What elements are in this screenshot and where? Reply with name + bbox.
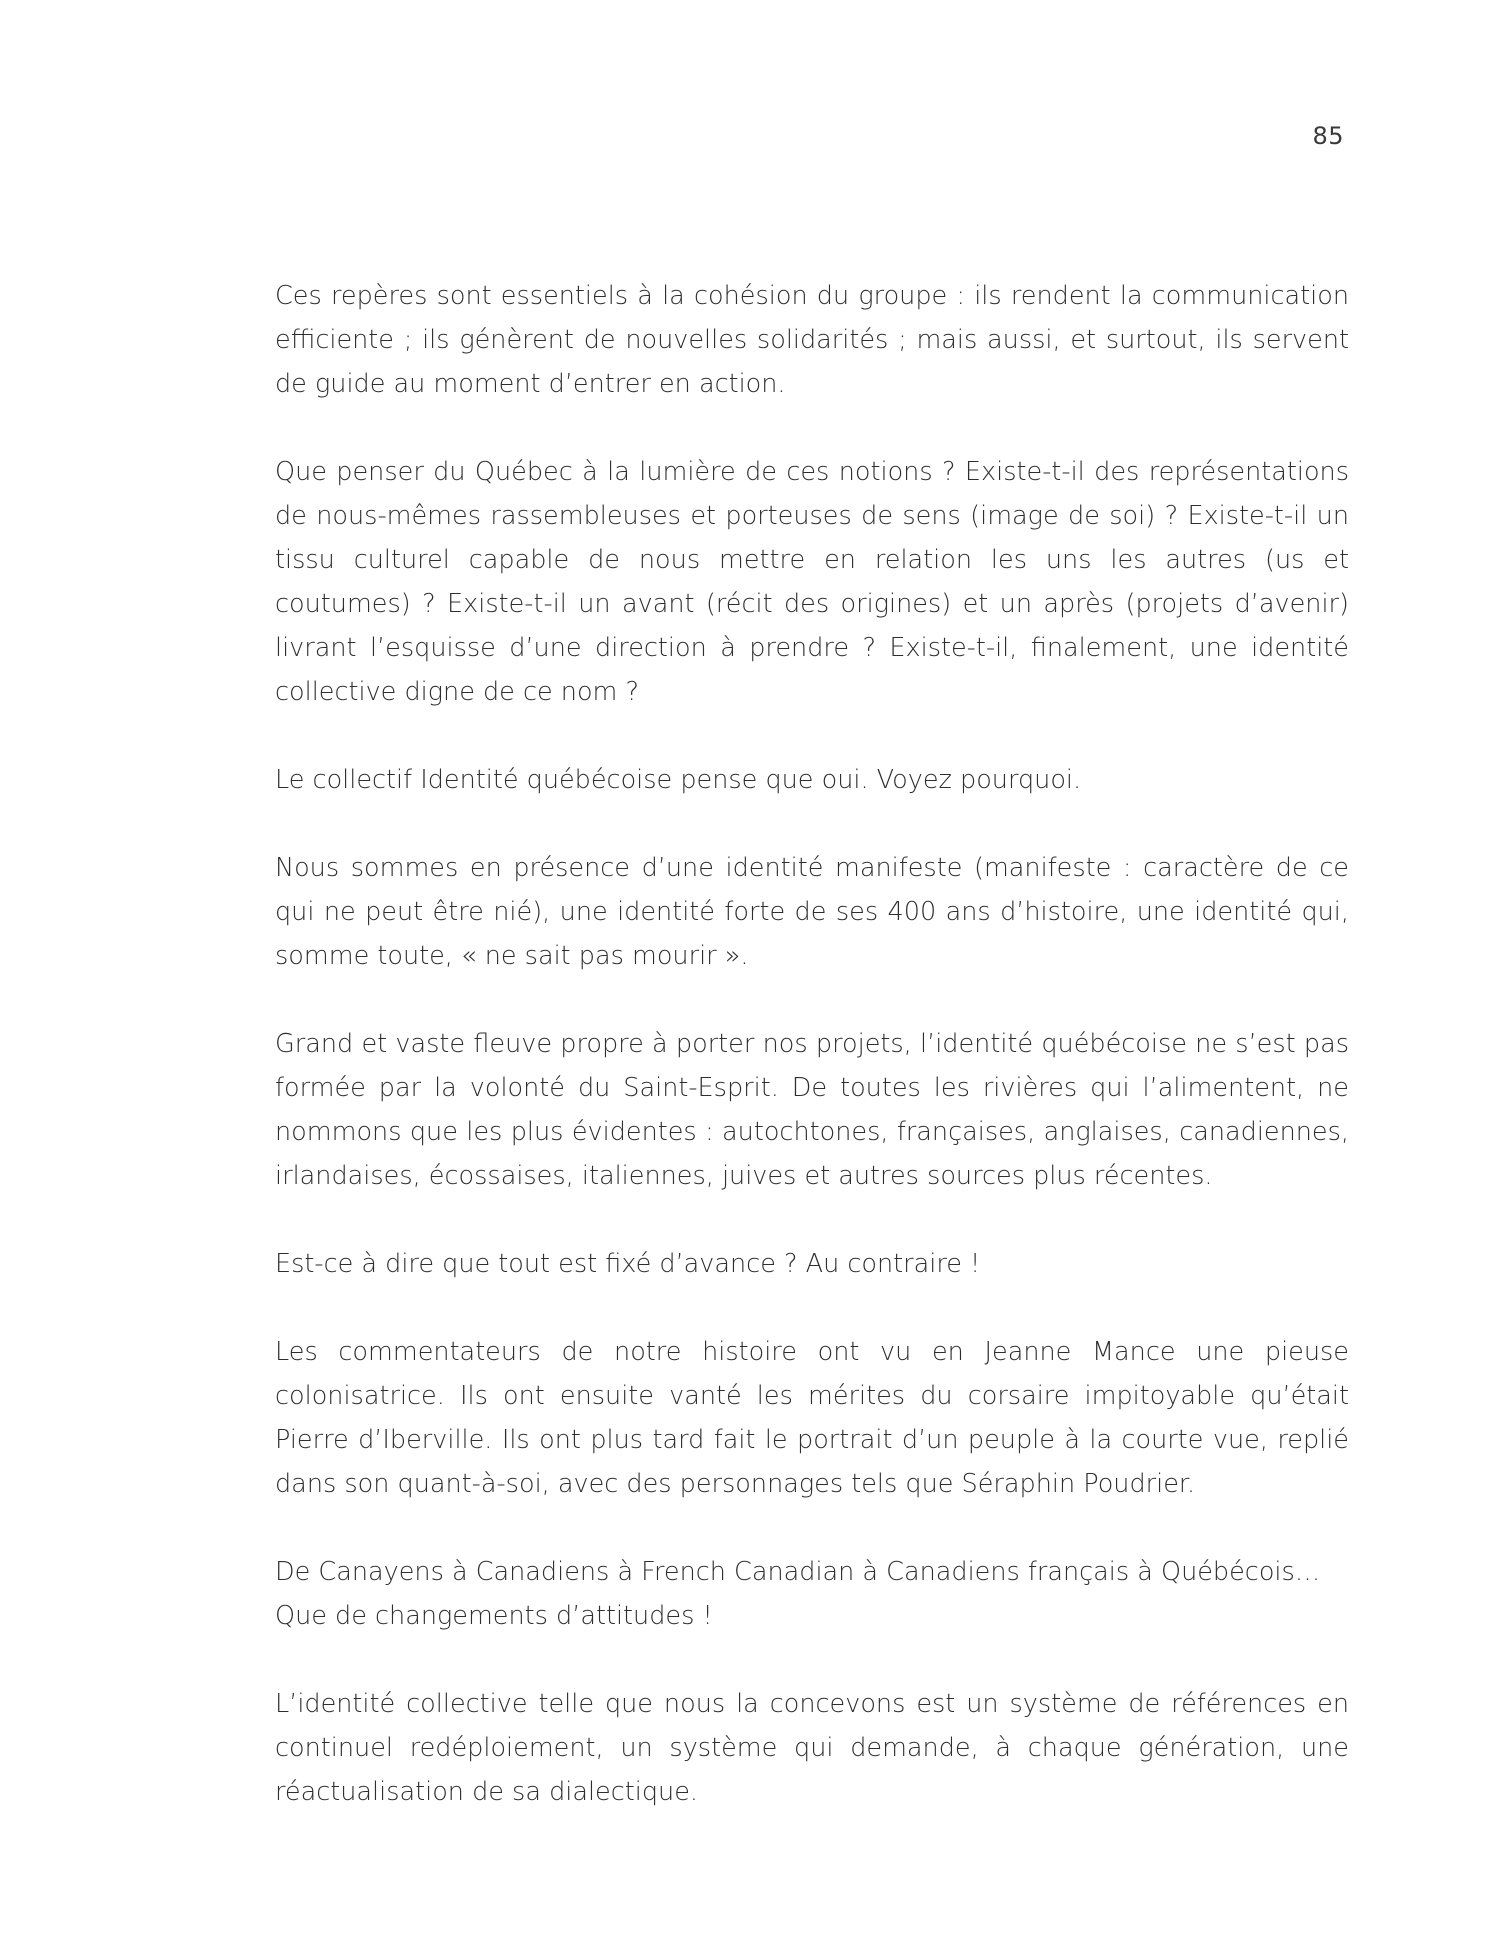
paragraph-canayens (275, 1550, 1349, 1638)
paragraph-reperes: Ces repères sont essentiels à la cohésion du groupe : ils rendent la communication efficiente ; ils génèrent de nouvelles solidarités ; mais aussi, et surtout, ils servent de guide au moment d’entrer en action. (275, 281, 1349, 399)
paragraph-commentateurs: Les commentateurs de notre histoire ont vu en Jeanne Mance une pieuse colonisatrice. Ils ont ensuite vanté les mérites du corsaire impitoyable qu’était Pierre d’Iberville. Ils ont plus tard fait le portrait d’un peuple à la courte vue, replié dans son quant-à-soi, avec des personnages tels que Séraphin Poudrier. (275, 1337, 1349, 1499)
paragraph-identite-collective: L’identité collective telle que nous la concevons est un système de références en continuel redéploiement, un système qui demande, à chaque génération, une réactualisation de sa dialectique. (275, 1689, 1349, 1807)
paragraph-canayens-line-2: Que de changements d’attitudes ! (275, 1601, 713, 1631)
paragraph-fixe-avance: Est-ce à dire que tout est fixé d’avance ? Au contraire ! (275, 1249, 981, 1279)
paragraph-canayens-line-1: De Canayens à Canadiens à French Canadian à Canadiens français à Québécois… (275, 1557, 1321, 1587)
paragraph-questions: Que penser du Québec à la lumière de ces notions ? Existe-t-il des représentations de nous-mêmes rassembleuses et porteuses de sens (image de soi) ? Existe-t-il un tissu culturel capable de nous mettre en relation les uns les autres (us et coutumes) ? Existe-t-il un avant (récit des origines) et un après (projets d’avenir) livrant l’esquisse d’une direction à prendre ? Existe-t-il, finalement, une identité collective digne de ce nom ? (275, 457, 1349, 707)
page-number: 85 (1312, 122, 1344, 150)
paragraph-fleuve: Grand et vaste fleuve propre à porter nos projets, l’identité québécoise ne s’est pas formée par la volonté du Saint-Esprit. De toutes les rivières qui l’alimentent, ne nommons que les plus évidentes : autochtones, françaises, anglaises, canadiennes, irlandaises, écossaises, italiennes, juives et autres sources plus récentes. (275, 1029, 1349, 1191)
page-body (275, 274, 1349, 1858)
paragraph-identite-manifeste: Nous sommes en présence d’une identité manifeste (manifeste : caractère de ce qui ne peut être nié), une identité forte de ses 400 ans d’histoire, une identité qui, somme toute, « ne sait pas mourir ». (275, 853, 1349, 971)
paragraph-collectif: Le collectif Identité québécoise pense que oui. Voyez pourquoi. (275, 765, 1082, 795)
